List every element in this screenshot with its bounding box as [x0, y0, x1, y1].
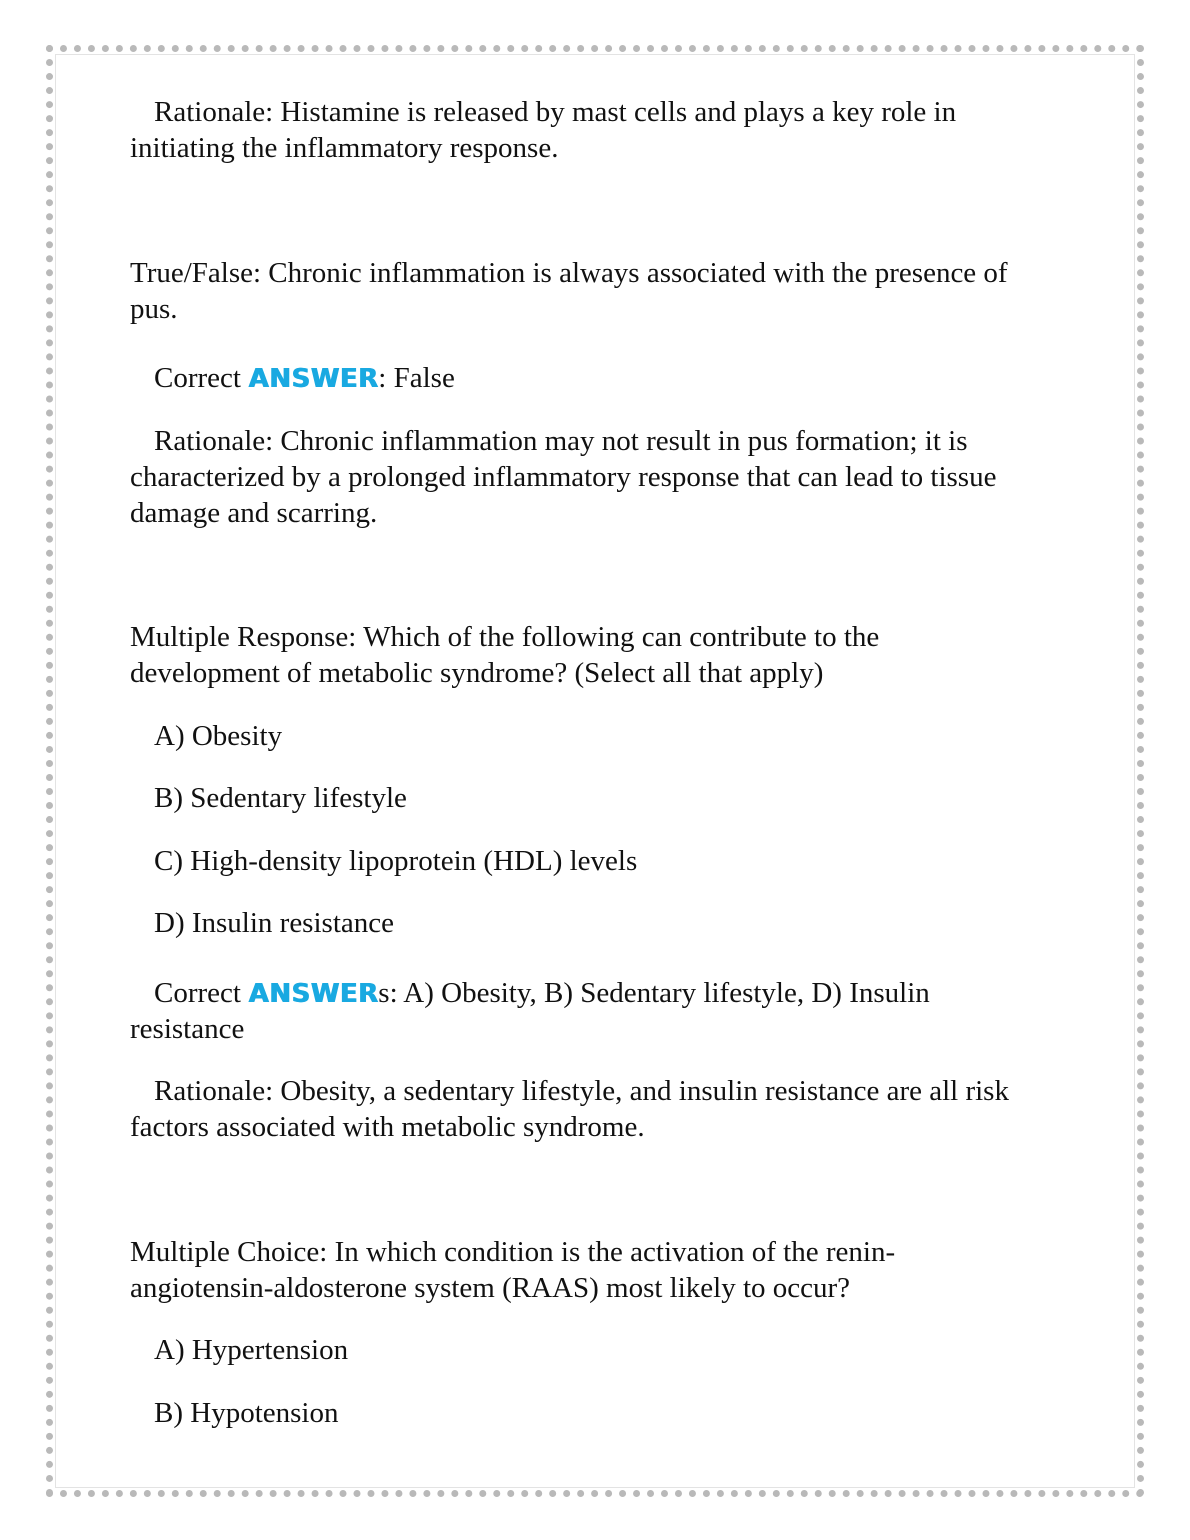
question-text: development of metabolic syndrome? (Select all that apply) [130, 657, 824, 689]
question-text: pus. [130, 293, 178, 325]
option-item: C) High-density lipoprotein (HDL) levels [154, 845, 638, 877]
question-text: Multiple Choice: In which condition is the activation of the renin- [130, 1236, 896, 1268]
answer-label: ANSWER [248, 979, 379, 1009]
question-text: Multiple Response: Which of the following can contribute to the [130, 621, 880, 653]
correct-answer-continued: resistance [130, 1013, 245, 1045]
question-text: True/False: Chronic inflammation is always associated with the presence of [130, 257, 1008, 289]
correct-answer [130, 975, 930, 1012]
option-item: D) Insulin resistance [154, 907, 394, 939]
option-item: B) Sedentary lifestyle [154, 782, 407, 814]
rationale-text: Rationale: Obesity, a sedentary lifestyle, and insulin resistance are all risk [154, 1075, 1009, 1107]
rationale-text: factors associated with metabolic syndrome. [130, 1111, 645, 1143]
option-item: A) Hypertension [154, 1334, 349, 1366]
correct-value: : False [378, 362, 455, 394]
rationale-text: characterized by a prolonged inflammatory response that can lead to tissue [130, 461, 997, 493]
rationale-text: initiating the inflammatory response. [130, 132, 559, 164]
rationale-text: damage and scarring. [130, 497, 378, 529]
correct-prefix: Correct [154, 362, 249, 394]
rationale-text: Rationale: Histamine is released by mast cells and plays a key role in [154, 96, 957, 128]
correct-value: s: A) Obesity, B) Sedentary lifestyle, D) Insulin [378, 977, 930, 1009]
correct-answer [130, 360, 455, 397]
rationale-text: Rationale: Chronic inflammation may not result in pus formation; it is [154, 425, 968, 457]
answer-label: ANSWER [248, 364, 379, 394]
option-item: B) Hypotension [154, 1397, 339, 1429]
question-text: angiotensin-aldosterone system (RAAS) most likely to occur? [130, 1272, 851, 1304]
correct-prefix: Correct [154, 977, 249, 1009]
option-item: A) Obesity [154, 720, 283, 752]
